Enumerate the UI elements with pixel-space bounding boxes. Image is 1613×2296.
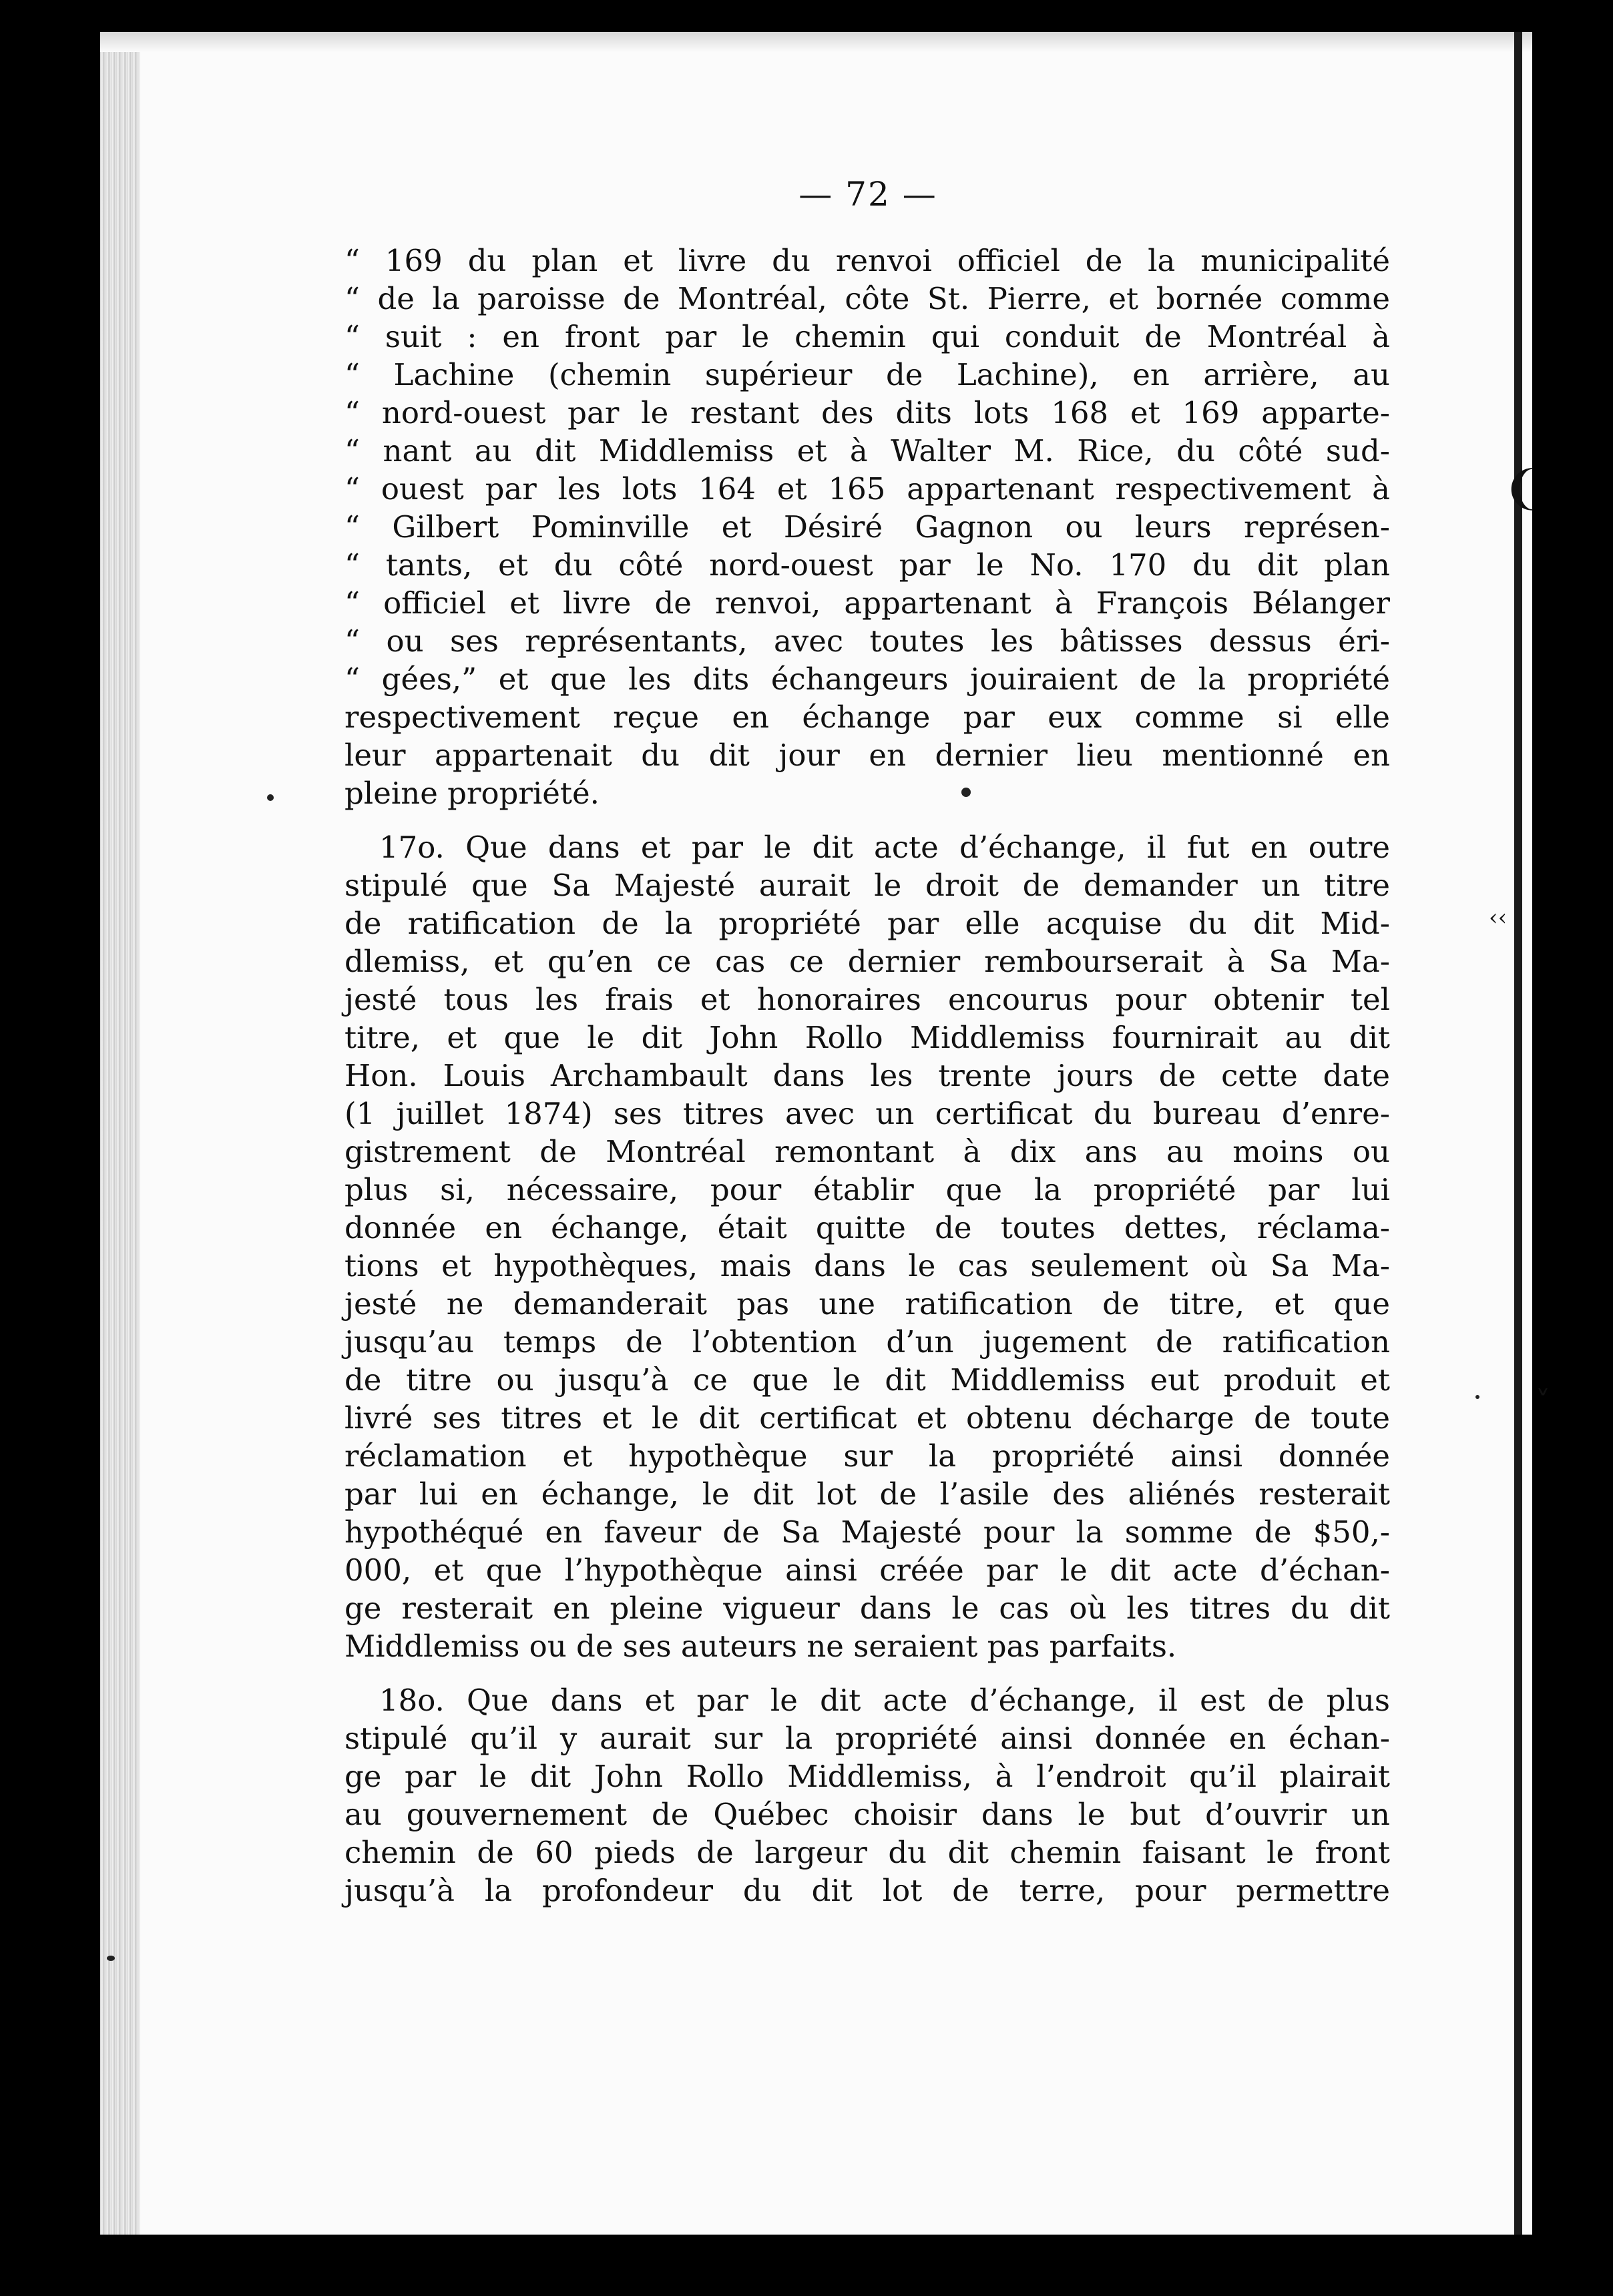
text-line: tions et hypothèques, mais dans le cas seulement où Sa Ma- bbox=[344, 1248, 1390, 1283]
text-line: “ nant au dit Middlemiss et à Walter M. Rice, du côté sud- bbox=[344, 433, 1390, 469]
text-line: “ nord-ouest par le restant des dits lots 168 et 169 apparte- bbox=[344, 395, 1390, 431]
text-line: “ officiel et livre de renvoi, appartenant à François Bélanger bbox=[344, 585, 1390, 621]
text-line: jesté ne demanderait pas une ratification de titre, et que bbox=[344, 1286, 1390, 1322]
text-line: pleine propriété. bbox=[344, 776, 600, 811]
text-line: respectivement reçue en échange par eux comme si elle bbox=[344, 699, 1390, 735]
text-line: jusqu’au temps de l’obtention d’un jugement de ratification bbox=[344, 1324, 1390, 1360]
text-line: de titre ou jusqu’à ce que le dit Middlemiss eut produit et bbox=[344, 1362, 1390, 1398]
ink-speck bbox=[961, 788, 971, 797]
text-line: stipulé qu’il y aurait sur la propriété ainsi donnée en échan- bbox=[344, 1721, 1390, 1756]
text-line: titre, et que le dit John Rollo Middlemiss fournirait au dit bbox=[344, 1020, 1390, 1055]
text-line: ge resterait en pleine vigueur dans le cas où les titres du dit bbox=[344, 1591, 1390, 1626]
text-line: donnée en échange, était quitte de toutes dettes, réclama- bbox=[344, 1210, 1390, 1245]
text-line: “ de la paroisse de Montréal, côte St. Pierre, et bornée comme bbox=[344, 281, 1390, 316]
ink-speck bbox=[1475, 1395, 1479, 1399]
text-line: “ Gilbert Pominville et Désiré Gagnon ou leurs représen- bbox=[344, 509, 1390, 545]
text-line: livré ses titres et le dit certificat et obtenu décharge de toute bbox=[344, 1400, 1390, 1436]
text-line: réclamation et hypothèque sur la propriété ainsi donnée bbox=[344, 1438, 1390, 1474]
text-line: jusqu’à la profondeur du dit lot de terre, pour permettre bbox=[344, 1873, 1390, 1908]
text-line: dlemiss, et qu’en ce cas ce dernier rembourserait à Sa Ma- bbox=[344, 944, 1390, 979]
page-edge-right bbox=[1514, 32, 1522, 2235]
text-line: par lui en échange, le dit lot de l’asile des aliénés resterait bbox=[344, 1476, 1390, 1512]
text-line: 18o. Que dans et par le dit acte d’échange, il est de plus bbox=[379, 1683, 1390, 1718]
text-line: 17o. Que dans et par le dit acte d’échange, il fut en outre bbox=[379, 830, 1390, 865]
text-line: leur appartenait du dit jour en dernier lieu mentionné en bbox=[344, 738, 1390, 773]
text-line: au gouvernement de Québec choisir dans le but d’ouvrir un bbox=[344, 1797, 1390, 1832]
ink-speck bbox=[267, 794, 274, 801]
text-line: stipulé que Sa Majesté aurait le droit de demander un titre bbox=[344, 868, 1390, 903]
text-line: “ tants, et du côté nord-ouest par le No. 170 du dit plan bbox=[344, 547, 1390, 583]
page-edge-left bbox=[100, 32, 140, 2235]
body-text bbox=[344, 242, 1390, 1910]
text-line: Middlemiss ou de ses auteurs ne seraient pas parfaits. bbox=[344, 1629, 1177, 1664]
text-line: “ 169 du plan et livre du renvoi officiel de la municipalité bbox=[344, 243, 1390, 278]
margin-bleed-mark: ❨ bbox=[1502, 461, 1542, 515]
text-line: ge par le dit John Rollo Middlemiss, à l’endroit qu’il plairait bbox=[344, 1759, 1390, 1794]
text-line: chemin de 60 pieds de largeur du dit chemin faisant le front bbox=[344, 1835, 1390, 1870]
paragraph-gap bbox=[344, 1665, 1390, 1681]
text-line: “ Lachine (chemin supérieur de Lachine), en arrière, au bbox=[344, 357, 1390, 392]
text-line: hypothéqué en faveur de Sa Majesté pour la somme de $50,- bbox=[344, 1514, 1390, 1550]
text-line: “ gées,” et que les dits échangeurs jouiraient de la propriété bbox=[344, 661, 1390, 697]
text-line: 000, et que l’hypothèque ainsi créée par le dit acte d’échan- bbox=[344, 1552, 1390, 1588]
text-line: Hon. Louis Archambault dans les trente jours de cette date bbox=[344, 1058, 1390, 1093]
text-line: plus si, nécessaire, pour établir que la propriété par lui bbox=[344, 1172, 1390, 1207]
text-line: “ ouest par les lots 164 et 165 appartenant respectivement à bbox=[344, 471, 1390, 507]
text-line: jesté tous les frais et honoraires encourus pour obtenir tel bbox=[344, 982, 1390, 1017]
text-line: “ ou ses représentants, avec toutes les bâtisses dessus éri- bbox=[344, 623, 1390, 659]
page-top-shade bbox=[100, 32, 1532, 52]
text-line: gistrement de Montréal remontant à dix ans au moins ou bbox=[344, 1134, 1390, 1169]
ink-speck bbox=[107, 1956, 115, 1961]
margin-bleed-mark: ˅ bbox=[1536, 1385, 1550, 1419]
text-line: (1 juillet 1874) ses titres avec un certificat du bureau d’enre- bbox=[344, 1096, 1390, 1131]
page-number: — 72 — bbox=[798, 175, 937, 214]
text-line: “ suit : en front par le chemin qui conduit de Montréal à bbox=[344, 319, 1390, 354]
text-line: de ratification de la propriété par elle acquise du dit Mid- bbox=[344, 906, 1390, 941]
margin-bleed-mark: ‹‹ bbox=[1489, 904, 1508, 931]
paragraph-gap bbox=[344, 812, 1390, 828]
